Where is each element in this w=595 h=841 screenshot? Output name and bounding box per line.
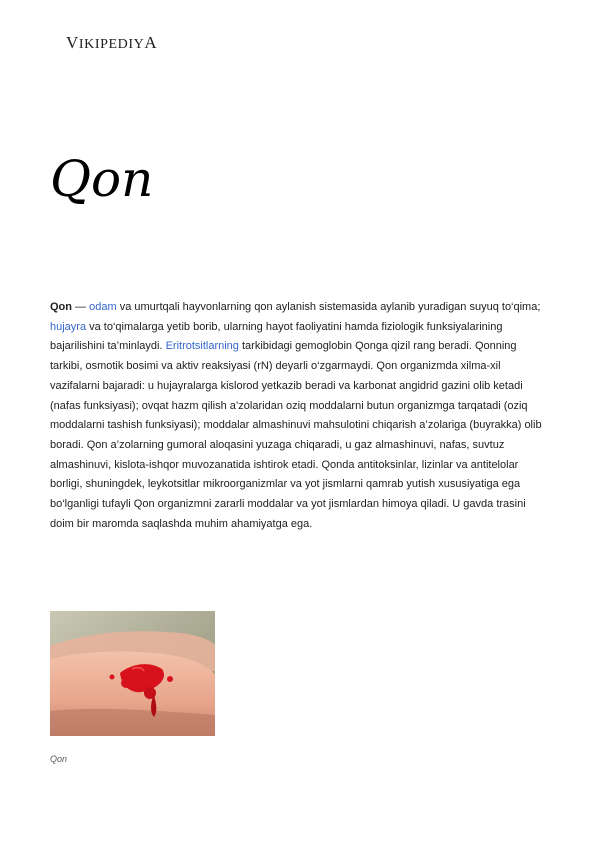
finger-blood-photo bbox=[50, 611, 215, 736]
link-hujayra[interactable]: hujayra bbox=[50, 320, 87, 333]
article-intro-paragraph: Qon — odam va umurtqali hayvonlarning qon aylanish sistemasida aylanib yuradigan suyuq to‘qima; hujayra va to‘qimalarga yetib borib, ularning hayot faoliyatini hamda fiziologik funksiyalarining bajarilishini ta’minlaydi. Eritrotsitlarning tarkibidagi gemoglobin Qonga qizil rang beradi. Qonning tarkibi, osmotik bosimi va aktiv reaksiyasi (rN) deyarli o‘zgarmaydi. Qon organizmda xilma-xil vazifalarni bajaradi: u hujayralarga kislorod yetkazib beradi va karbonat angidrid gazini olib ketadi (nafas funksiyasi); ovqat hazm qilish a’zolaridan oziq moddalarni butun organizmga tarqatadi (oziq moddalarni tashish funksiyasi); moddalar almashinuvi mahsulotini chiqarish a’zolariga (buyrakka) olib boradi. Qon a’zolarning gumoral aloqasini yuzaga chiqaradi, u gaz almashinuvi, nafas, suvtuz almashinuvi, kislota-ishqor muvozanatida ishtirok etadi. Qonda antitoksinlar, lizinlar va antitelolar borligi, shuningdek, leykotsitlar mikroorganizmlar va yot jismlarni qamrab yutish xususiyatiga ega bo‘lganligi tufayli Qon organizmni zararli moddalar va yot jismlardan himoya qiladi. U gavda trasini doim bir maromda saqlashda muhim ahamiyatga ega. bbox=[50, 301, 542, 530]
article-term: Qon bbox=[50, 301, 72, 313]
page-title: Qon bbox=[50, 150, 154, 208]
link-odam[interactable]: odam bbox=[89, 301, 117, 313]
link-eritrotsitlarning[interactable]: Eritrotsitlarning bbox=[165, 340, 239, 353]
wikipedia-logo[interactable]: VIKIPEDIYA bbox=[66, 33, 158, 52]
article-image[interactable] bbox=[50, 611, 215, 736]
image-caption: Qon bbox=[50, 754, 68, 764]
